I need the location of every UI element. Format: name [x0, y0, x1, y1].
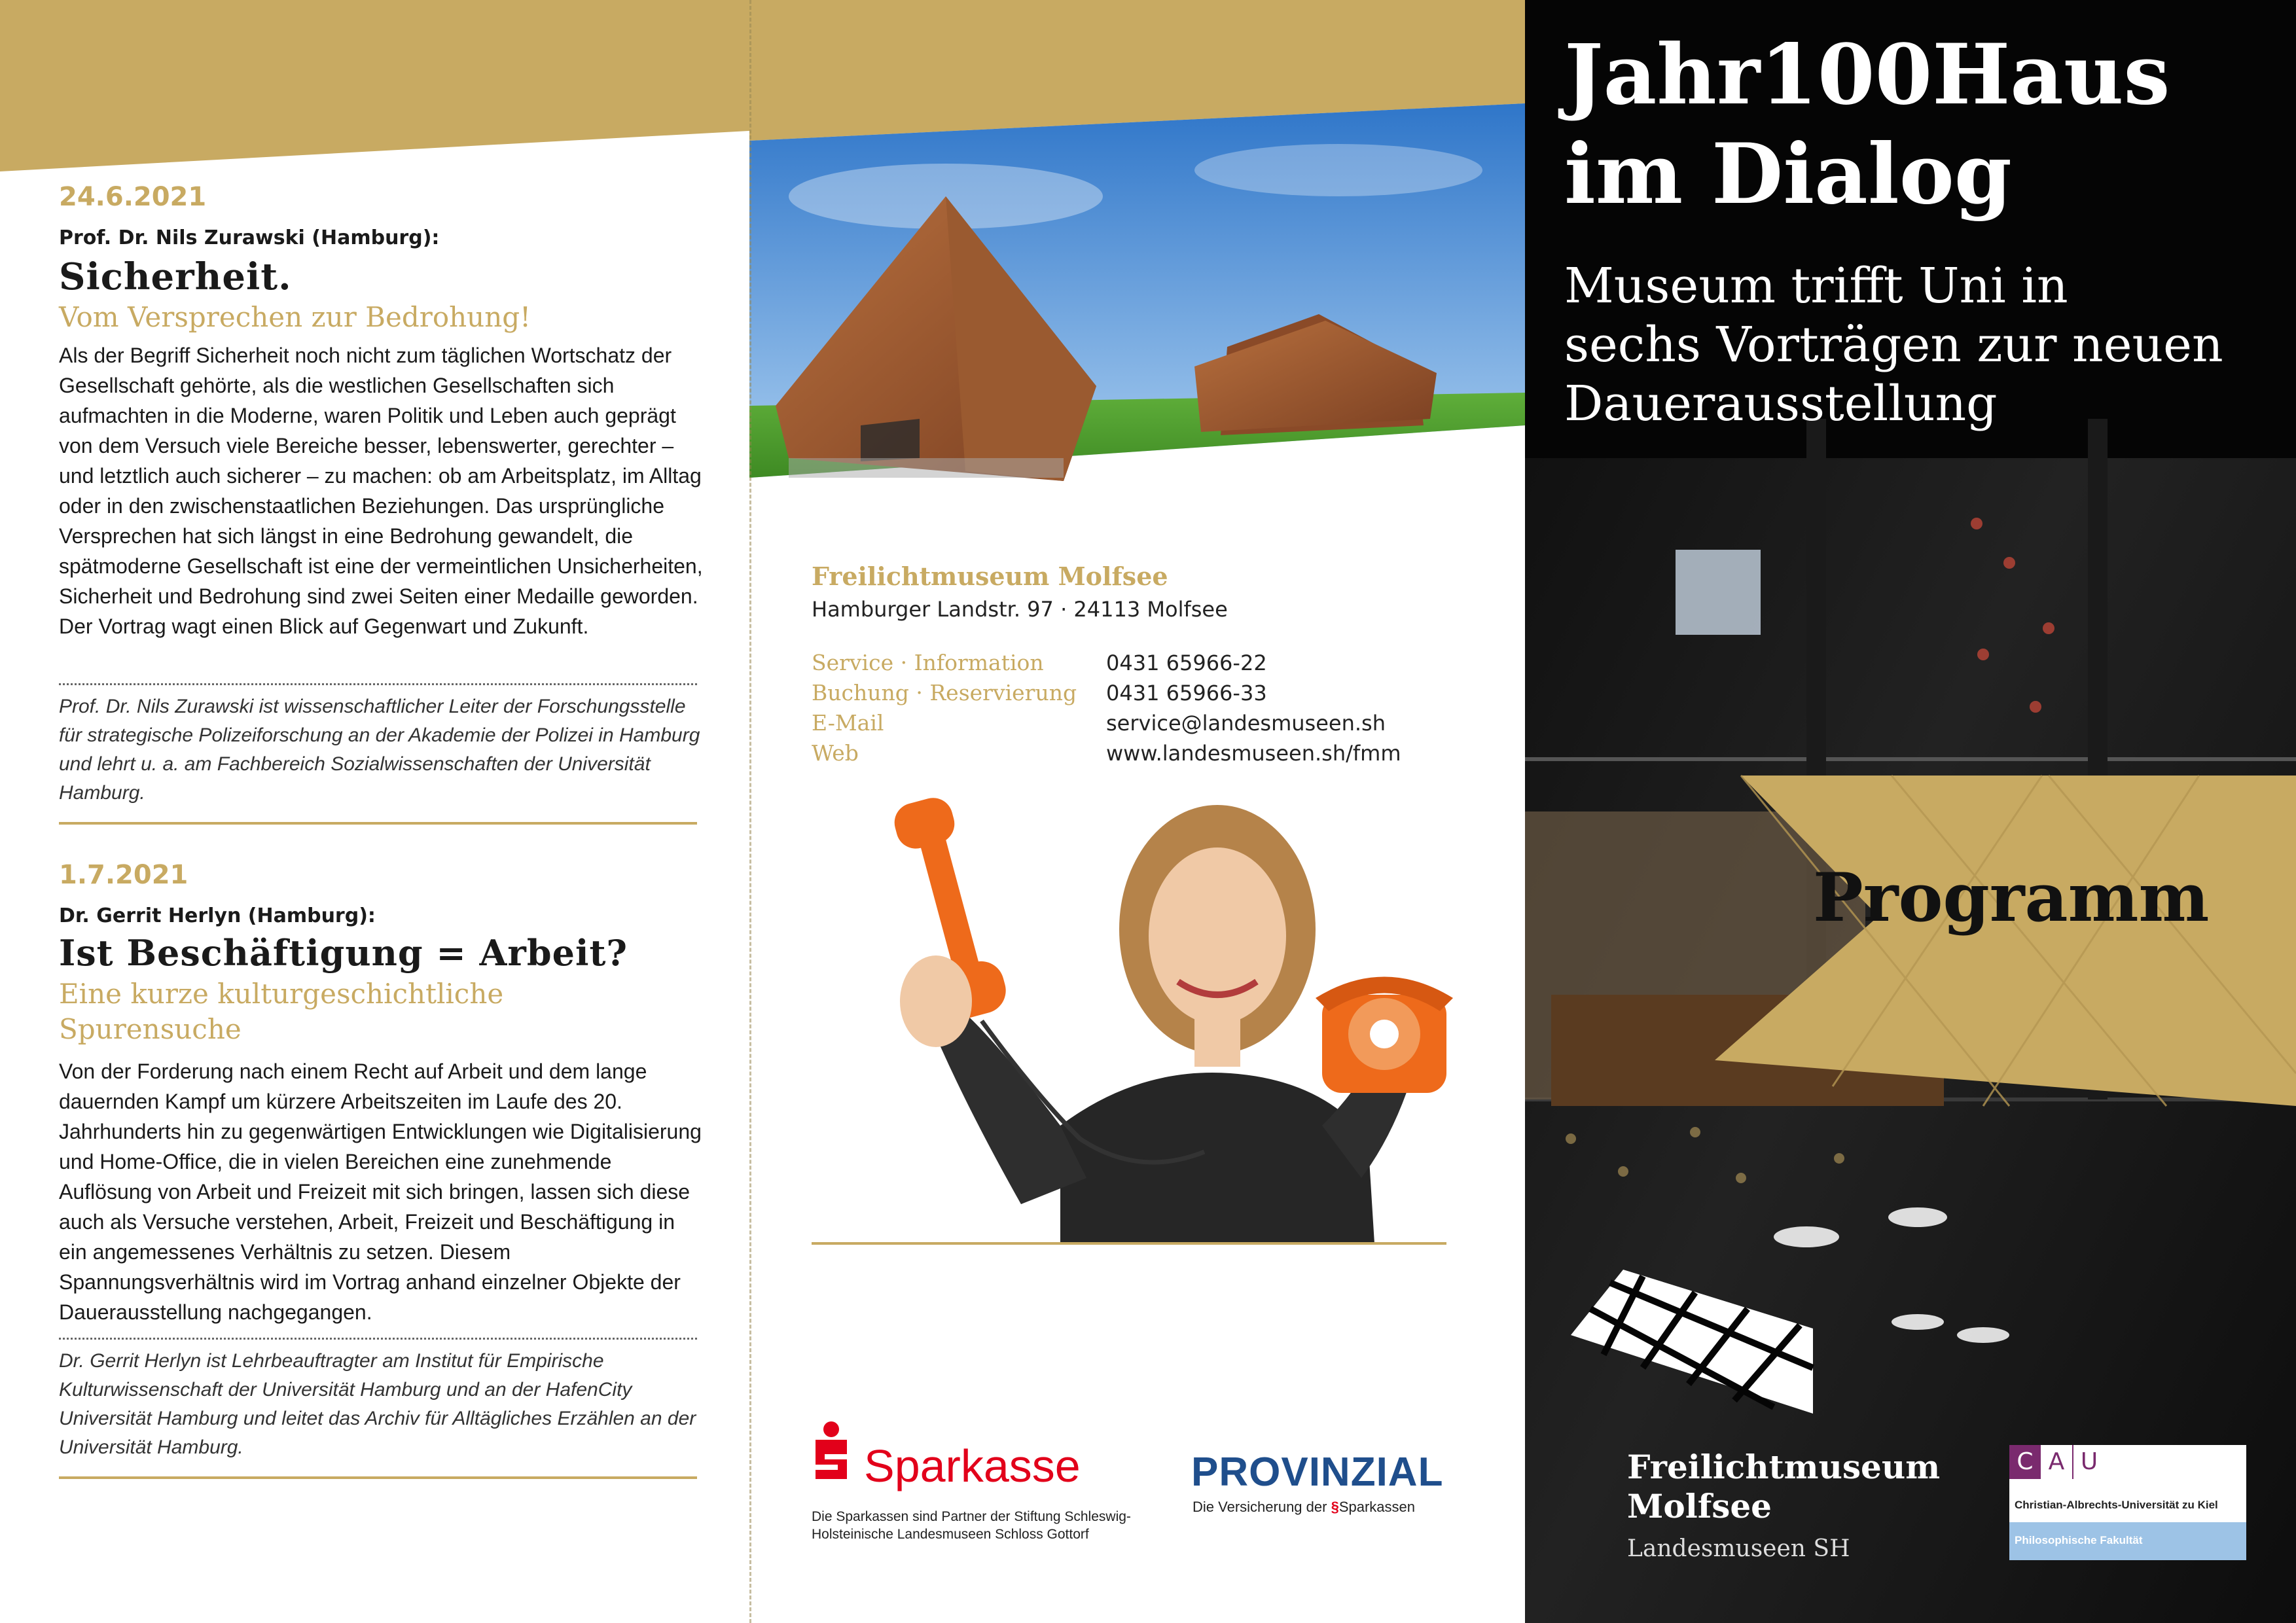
- talk1-date: 24.6.2021: [59, 182, 207, 212]
- talk2-body: Von der Forderung nach einem Recht auf Arbeit und dem lange dauernden Kampf um kürzere Arbeitszeiten im Laufe des 20. Jahrhunderts hin zu gegenwärtigen Entwicklungen wie Digitalisierung und Home-Office, die in vielen Bereichen eine zunehmende Auflösung von Arbeit und Freizeit mit sich bringen, lassen sich diese auch als Versuche verstehen, Arbeit, Freizeit und Beschäftigung in ein angemessenes Verhältnis zu setzen. Diesem Spannungsverhältnis wird im Vortrag anhand einzelner Objekte der Dauerausstellung nachgegangen.: [59, 1060, 702, 1324]
- divider-dotted: [59, 1338, 697, 1340]
- cover-museum-sub: Landesmuseen SH: [1627, 1535, 1850, 1562]
- cover-subtitle-line3: Dauerausstellung: [1564, 376, 1998, 432]
- talk1-body: Als der Begriff Sicherheit noch nicht zum täglichen Wortschatz der Gesellschaft gehörte, als die westlichen Gesellschaften sich aufmachten in die Moderne, waren Politik und Leben auch geprägt von dem Versuch viele Bereiche besser, lebenswerter, gerechter – und letztlich auch sicherer – zu machen: ob am Arbeitsplatz, im Alltag oder in den zwischenstaatlichen Beziehungen. Das ursprüngliche Versprechen hat sich längst in eine Bedrohung gewandelt, die spätmoderne Gesellschaft ist eine der vermeintlichen Unsicherheiten, Sicherheit und Bedrohung sind zwei Seiten einer Medaille geworden. Der Vortrag wagt einen Blick auf Gegenwart und Zukunft.: [59, 344, 703, 638]
- fold-line: [749, 0, 751, 1623]
- contact-label: Buchung · Reservierung: [812, 680, 1077, 705]
- cau-logo: [2009, 1445, 2246, 1560]
- cover-subtitle-line2: sechs Vorträgen zur neuen: [1564, 317, 2223, 373]
- talk2-speaker: Dr. Gerrit Herlyn (Hamburg):: [59, 904, 376, 927]
- cover-museum-line2: Molfsee: [1627, 1487, 1772, 1525]
- cau-letter: A: [2041, 1445, 2073, 1479]
- cover-title-line1: Jahr100Haus: [1564, 26, 2170, 123]
- woman-with-phones-photo: [864, 785, 1466, 1243]
- divider-gold: [59, 1476, 697, 1479]
- contact-value: 0431 65966-33: [1106, 681, 1267, 705]
- provinzial-tagline-brand: Sparkassen: [1338, 1499, 1416, 1515]
- provinzial-tagline: [1193, 1499, 1415, 1516]
- cau-faculty: Philosophische Fakultät: [2015, 1534, 2143, 1546]
- sparkasse-note: Die Sparkassen sind Partner der Stiftung Schleswig-Holsteinische Landesmuseen Schloss Gottorf: [812, 1509, 1131, 1542]
- talk2-bio: Dr. Gerrit Herlyn ist Lehrbeauftragter am Institut für Empirische Kulturwissenschaft der Universität Hamburg und an der HafenCity Universität Hamburg und leitet das Archiv für Alltägliches Erzählen an der Universität Hamburg.: [59, 1350, 696, 1458]
- contact-web-link[interactable]: www.landesmuseen.sh/fmm: [1106, 741, 1401, 766]
- divider-gold: [812, 1242, 1446, 1245]
- cau-name: Christian-Albrechts-Universität zu Kiel: [2015, 1499, 2218, 1511]
- divider-dotted: [59, 683, 697, 685]
- museum-name: Freilichtmuseum Molfsee: [812, 562, 1168, 591]
- contact-label: E-Mail: [812, 710, 884, 736]
- sparkasse-small-icon: §: [1331, 1499, 1339, 1515]
- cau-letter: C: [2009, 1445, 2041, 1479]
- talk2-title: Ist Beschäftigung = Arbeit?: [59, 932, 628, 974]
- talk2-subtitle: Eine kurze kulturgeschichtliche Spurensuche: [59, 978, 504, 1045]
- contact-label: Web: [812, 740, 859, 766]
- cau-letter: U: [2080, 1448, 2098, 1475]
- talk2-date: 1.7.2021: [59, 860, 188, 890]
- talk1-title: Sicherheit.: [59, 255, 292, 298]
- sparkasse-logo-icon: [810, 1420, 852, 1486]
- museum-building-photo: [749, 0, 1525, 497]
- talk1-subtitle: Vom Versprechen zur Bedrohung!: [59, 301, 531, 333]
- contact-value: 0431 65966-22: [1106, 651, 1267, 675]
- talk1-bio: Prof. Dr. Nils Zurawski ist wissenschaftlicher Leiter der Forschungsstelle für strategische Polizeiforschung an der Akademie der Polizei in Hamburg und lehrt u. a. am Fachbereich Sozialwissenschaften der Universität Hamburg.: [59, 696, 700, 804]
- museum-address: Hamburger Landstr. 97 · 24113 Molfsee: [812, 597, 1228, 622]
- cau-letters: [2009, 1445, 2105, 1479]
- sparkasse-logo-text: Sparkasse: [864, 1440, 1081, 1491]
- cover-museum-line1: Freilichtmuseum: [1627, 1448, 1941, 1486]
- cover-subtitle-line1: Museum trifft Uni in: [1564, 258, 2068, 314]
- cover-title-line2: im Dialog: [1564, 126, 2012, 223]
- program-label: Programm: [1813, 859, 2210, 937]
- provinzial-tagline-text: Die Versicherung der: [1193, 1499, 1327, 1515]
- cau-faculty-bar: [2009, 1522, 2246, 1560]
- provinzial-logo-text: PROVINZIAL: [1191, 1450, 1444, 1495]
- left-gold-band: [0, 0, 749, 177]
- cover-background: [1525, 0, 2296, 1623]
- contact-email-link[interactable]: service@landesmuseen.sh: [1106, 711, 1386, 736]
- divider-gold: [59, 822, 697, 825]
- contact-label: Service · Information: [812, 650, 1044, 675]
- talk1-speaker: Prof. Dr. Nils Zurawski (Hamburg):: [59, 226, 440, 249]
